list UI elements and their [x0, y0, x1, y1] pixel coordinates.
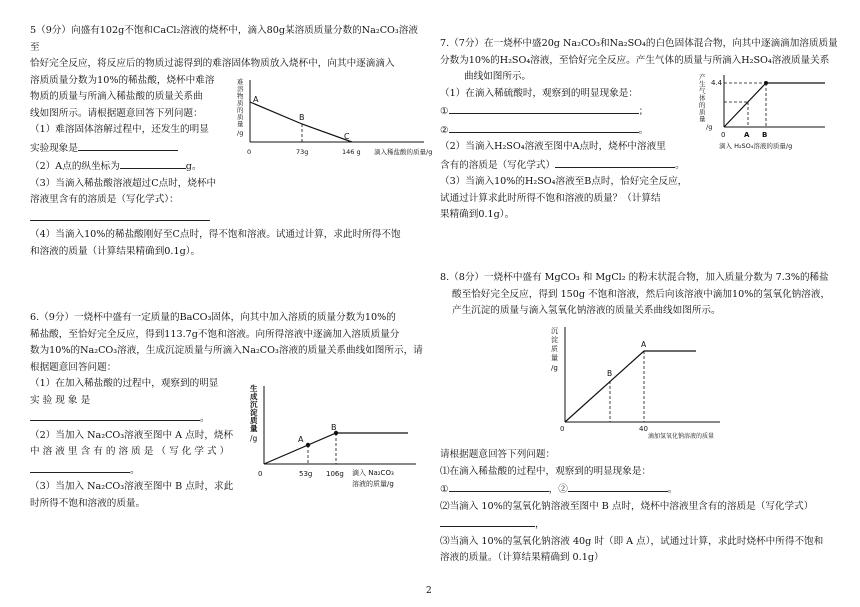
tick-label: A: [744, 131, 750, 139]
svg-text:量: 量: [237, 120, 244, 128]
x-axis-label: 滴加氢氧化钠溶液的质量: [648, 433, 715, 440]
q7-line: 试通过计算求此时所得不饱和溶液的质量？（计算结: [440, 192, 661, 204]
q7-line: ② 。: [440, 121, 840, 140]
q7-line: ① ；: [440, 102, 840, 121]
q7-line: 分数为10%的H₂SO₄溶液，至恰好完全反应。产生气体的质量与所滴入H₂SO₄溶液质量关系: [440, 54, 830, 66]
q5-line: 溶质质量分数为10%的稀盐酸，烧杯中难溶: [30, 74, 215, 86]
svg-text:/g: /g: [237, 129, 244, 137]
q8-line: ⑴在滴入稀盐酸的过程中，观察到的明显现象是：: [440, 465, 652, 477]
point-a-label: A: [641, 340, 647, 349]
q5-line: （2）A点的纵坐标为 g。: [30, 157, 425, 176]
svg-text:/g: /g: [551, 364, 558, 372]
tick-label: 53g: [299, 470, 313, 478]
q5-line: 和溶液的质量（计算结果精确到0.1g）。: [30, 245, 201, 257]
question-8-intro: [440, 270, 840, 320]
q7-line: （2）当滴入H₂SO₄溶液至图中A点时，烧杯中溶液里: [440, 141, 666, 152]
tick-label: 73g: [296, 148, 309, 156]
q5-line: （3）当滴入稀盐酸溶液超过C点时，烧杯中: [30, 177, 217, 189]
svg-text:/g: /g: [250, 434, 258, 443]
svg-text:成: 成: [250, 392, 258, 401]
x-axis-label: 滴入稀盐酸的质量/g: [374, 148, 433, 156]
tick-label: 106g: [326, 470, 344, 478]
q5-line: 5（9分）向盛有102g不饱和CaCl₂溶液的烧杯中，滴入80g某溶质质量分数的Na₂CO₃溶液至: [30, 25, 418, 53]
q7-line: 果精确到0.1g）。: [440, 209, 515, 220]
svg-text:量: 量: [250, 424, 258, 433]
tick-label: 0: [258, 470, 263, 478]
answer-blank[interactable]: [449, 480, 549, 492]
q7-line: 曲线如图所示。: [464, 71, 532, 82]
q8-line: ① ，② 。: [440, 480, 840, 499]
q6-line: 。: [30, 461, 425, 480]
svg-text:产: 产: [699, 73, 706, 81]
svg-text:沉: 沉: [250, 400, 258, 409]
q5-line: 溶液里含有的溶质是（写化学式）：: [30, 194, 179, 205]
point-a-label: A: [253, 95, 259, 104]
q7-line: （1）在滴入稀硫酸时，观察到的明显现象是：: [440, 87, 638, 99]
svg-text:量: 量: [551, 354, 558, 362]
svg-text:质: 质: [237, 113, 244, 121]
point-b-label: B: [331, 423, 337, 432]
tick-label: 0: [721, 131, 726, 139]
answer-blank[interactable]: [30, 409, 200, 421]
q6-line: 6.（9分）一烧杯中盛有一定质量的BaCO₃固体，向其中加入溶质的质量分数为10%的: [30, 312, 396, 323]
answer-blank[interactable]: [30, 209, 210, 221]
q6-y-label: [250, 383, 258, 443]
svg-text:量: 量: [699, 115, 706, 123]
q5-line: [30, 209, 425, 228]
svg-text:气: 气: [699, 87, 706, 95]
q6-line: 根据题意回答问题：: [30, 361, 117, 373]
q7-graph: [697, 70, 832, 160]
q6-graph: [246, 378, 426, 488]
y-value-label: 4.4: [711, 79, 723, 87]
q5-line: 恰好完全反应，将反应后的物质过滤得到的难溶固体物质放入烧杯中，向其中逐滴滴入: [30, 58, 395, 69]
tick-label: 40: [639, 425, 648, 433]
point-b-label: B: [607, 369, 613, 378]
svg-text:的: 的: [699, 101, 706, 109]
svg-text:/g: /g: [706, 123, 713, 131]
q7-line: 含有的溶质是（写化学式） 。: [440, 156, 840, 175]
svg-text:难: 难: [237, 78, 244, 86]
x-axis-label: 滴入 H₂SO₄溶液的质量/g: [719, 142, 793, 150]
answer-blank[interactable]: [449, 102, 639, 114]
q8-line: 请根据题意回答下列问题：: [440, 449, 556, 460]
answer-blank[interactable]: [30, 461, 130, 473]
q7-line: 7.（7分）在一烧杯中盛20g Na₂CO₃和Na₂SO₄的白色固体混合物，向其中逐滴滴加溶质质量: [440, 38, 838, 49]
svg-text:沉: 沉: [551, 327, 558, 335]
q5-line: （1）难溶固体溶解过程中，还发生的明显: [30, 124, 209, 135]
q8-line: 酸至恰好完全反应，得到 150g 不饱和溶液，然后向该溶液中滴加10%的氢氧化钠溶液，: [452, 288, 831, 300]
q5-line: 实验现象是: [30, 139, 425, 158]
answer-blank[interactable]: [120, 157, 186, 169]
answer-blank[interactable]: [449, 121, 639, 133]
x-axis-label: 滴入 Na₂CO₃: [352, 469, 394, 477]
q6-line: 时所得不饱和溶液的质量。: [30, 497, 146, 509]
tick-label: 146 g: [342, 148, 361, 156]
x-axis-label: 溶液的质量/g: [352, 480, 394, 488]
point-b-label: B: [299, 113, 305, 122]
q6-line: 数为10%的Na₂CO₃溶液，生成沉淀质量与所滴入Na₂CO₃溶液的质量关系曲线如图所示，请: [30, 345, 423, 356]
tick-label: 0: [247, 148, 252, 156]
q6-line: （2）当加入 Na₂CO₃溶液至图中 A 点时，烧杯: [30, 429, 234, 441]
tick-label: B: [762, 131, 768, 139]
answer-blank[interactable]: [555, 156, 675, 168]
q6-line: 稀盐酸，至恰好完全反应，得到113.7g不饱和溶液。向所得溶液中逐滴加入溶质质量分: [30, 328, 400, 340]
q8-line: 溶液的质量。（计算结果精确到 0.1g）: [440, 552, 604, 563]
q5-line: （4）当滴入10%的稀盐酸刚好至C点时，得不饱和溶液。试通过计算，求此时所得不饱: [30, 229, 401, 240]
q5-y-label: [237, 77, 244, 137]
page-number: 2: [426, 586, 432, 596]
point-a-label: A: [298, 435, 304, 444]
svg-text:的: 的: [237, 106, 244, 114]
q5-line: 物质的质量与所滴入稀盐酸的质量关系曲: [30, 91, 203, 102]
q8-line: 产生沉淀的质量与滴入氢氧化钠溶液的质量关系曲线如图所示。: [452, 305, 721, 316]
q6-line: （3）当加入 Na₂CO₃溶液至图中 B 点时，求此: [30, 481, 234, 492]
q8-line: 8.（8分）一烧杯中盛有 MgCO₃ 和 MgCl₂ 的粉末状混合物，加入质量分数为 7.3%的稀盐: [440, 272, 829, 283]
q8-line: ⑶当滴入 10%的氢氧化钠溶液 40g 时（即 A 点），试通过计算，求此时烧杯中所得不饱和: [440, 535, 824, 547]
q6-line: 实 验 现 象 是: [30, 394, 91, 406]
svg-text:生: 生: [250, 384, 258, 393]
q6-line: （1）在加入稀盐酸的过程中，观察到的明显: [30, 378, 219, 389]
q8-line: ⑵当滴入 10%的氢氧化钠溶液至图中 B 点时，烧杯中溶液里含有的溶质是（写化学式）: [440, 500, 814, 512]
q6-line: 中 溶 液 里 含 有 的 溶 质 是 （ 写 化 学 式 ）: [30, 446, 230, 457]
answer-blank[interactable]: [440, 515, 535, 527]
q8-y-label: [551, 327, 558, 372]
svg-text:溶: 溶: [237, 85, 244, 93]
svg-text:生: 生: [699, 80, 706, 88]
q5-graph: [234, 72, 434, 172]
q6-line: 。: [30, 409, 425, 428]
tick-label: 0: [560, 425, 565, 433]
svg-text:淀: 淀: [551, 336, 558, 344]
answer-blank[interactable]: [78, 139, 178, 151]
q8-line: ，: [440, 515, 840, 534]
svg-text:质: 质: [237, 99, 244, 107]
point-c-label: C: [344, 132, 350, 141]
q7-line: （3）当滴入10%的H₂SO₄溶液至B点时，恰好完全反应，: [440, 176, 688, 187]
svg-text:质: 质: [551, 345, 558, 353]
answer-blank[interactable]: [568, 480, 668, 492]
svg-text:质: 质: [699, 108, 706, 116]
question-8-parts: [440, 447, 840, 567]
svg-text:淀: 淀: [250, 408, 258, 417]
q5-line: 线如图所示。请根据题意回答下列问题：: [30, 107, 203, 119]
svg-text:体: 体: [699, 94, 706, 102]
svg-text:质: 质: [250, 416, 258, 425]
q8-graph: [540, 322, 740, 440]
svg-text:物: 物: [237, 92, 244, 100]
